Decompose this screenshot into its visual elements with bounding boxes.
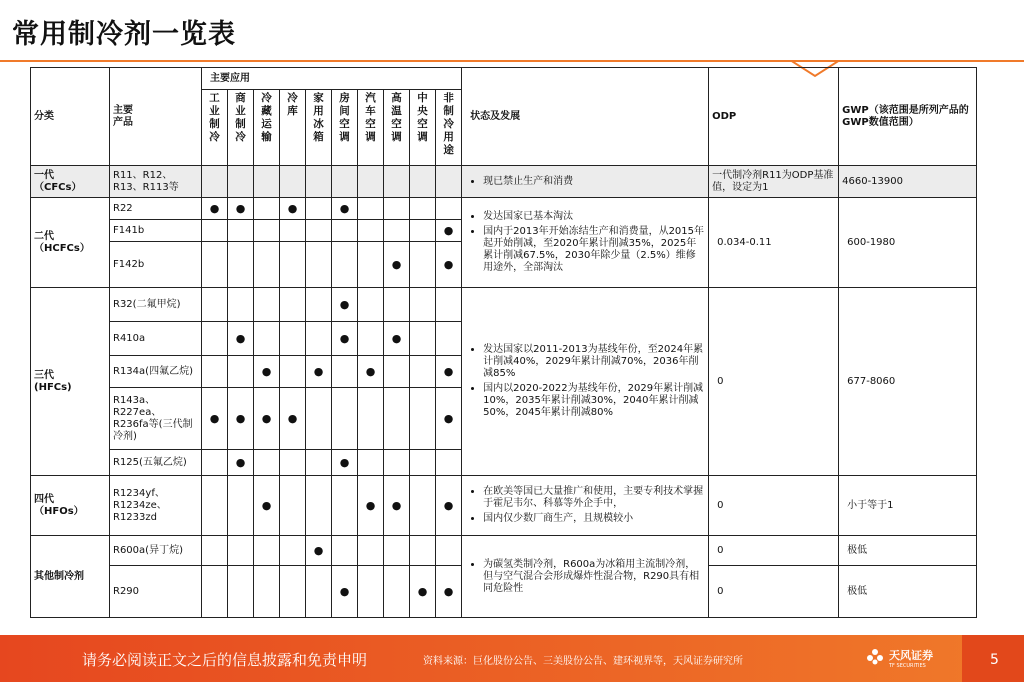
application-dot-cell (436, 198, 462, 220)
product-cell: R11、R12、 R13、R113等 (110, 166, 202, 198)
application-dot-cell (332, 388, 358, 450)
application-dot-cell (306, 220, 332, 242)
status-cell (462, 166, 709, 198)
application-dot-cell (306, 198, 332, 220)
footer-bar (0, 635, 1024, 682)
category-cell: 二代 （HCFCs） (31, 198, 110, 288)
odp-cell: 一代制冷剂R11为ODP基准值，设定为1 (709, 166, 839, 198)
gwp-cell: 极低 (839, 566, 977, 618)
application-dot-cell (410, 198, 436, 220)
disclaimer-text: 请务必阅读正文之后的信息披露和免责申明 (82, 651, 368, 669)
header-app-7 (384, 90, 410, 166)
page-number: 5 (990, 652, 999, 668)
header-app-3 (280, 90, 306, 166)
header-app-char: 冷 (261, 92, 272, 104)
logo-text: 天风证券 (889, 649, 933, 662)
header-app-char: 箱 (313, 131, 324, 143)
application-dot: ● (306, 536, 332, 566)
product-cell: R125(五氟乙烷) (110, 450, 202, 476)
application-dot-cell (410, 450, 436, 476)
application-dot-cell (280, 566, 306, 618)
header-gwp: GWP（该范围是所列产品的GWP数值范围） (839, 68, 977, 166)
application-dot: ● (358, 476, 384, 536)
application-dot-cell (202, 450, 228, 476)
application-dot-cell (358, 288, 384, 322)
header-app-char: 空 (417, 118, 428, 130)
header-app-char: 空 (339, 118, 350, 130)
category-cell: 一代 （CFCs） (31, 166, 110, 198)
header-app-8 (410, 90, 436, 166)
application-dot-cell (306, 242, 332, 288)
application-dot-cell (202, 242, 228, 288)
application-dot-cell (254, 242, 280, 288)
application-dot-cell (384, 356, 410, 388)
application-dot: ● (436, 566, 462, 618)
header-odp: ODP (709, 68, 839, 166)
application-dot-cell (306, 166, 332, 198)
application-dot: ● (332, 566, 358, 618)
category-cell: 其他制冷剂 (31, 536, 110, 618)
product-cell: R32(二氟甲烷) (110, 288, 202, 322)
application-dot-cell (280, 220, 306, 242)
header-app-9 (436, 90, 462, 166)
application-dot: ● (228, 322, 254, 356)
status-list (465, 211, 705, 274)
application-dot-cell (358, 566, 384, 618)
application-dot: ● (254, 356, 280, 388)
header-app-char: 空 (391, 118, 402, 130)
application-dot-cell (228, 166, 254, 198)
application-dot-cell (254, 220, 280, 242)
product-cell: R1234yf、 R1234ze、 R1233zd (110, 476, 202, 536)
application-dot-cell (410, 388, 436, 450)
status-list (465, 176, 705, 188)
product-cell: R134a(四氟乙烷) (110, 356, 202, 388)
header-app-char: 家 (313, 92, 324, 104)
application-dot-cell (410, 356, 436, 388)
application-dot-cell (332, 220, 358, 242)
application-dot-cell (254, 536, 280, 566)
application-dot: ● (306, 356, 332, 388)
status-bullet: • 为碳氢类制冷剂，R600a为冰箱用主流制冷剂，但与空气混合会形成爆炸性混合物，R290具有相同危险性 (483, 559, 705, 595)
application-dot: ● (436, 476, 462, 536)
header-app-6 (358, 90, 384, 166)
header-app-char: 空 (365, 118, 376, 130)
application-dot-cell (410, 220, 436, 242)
application-dot: ● (228, 450, 254, 476)
application-dot-cell (228, 476, 254, 536)
header-app-char: 温 (391, 105, 402, 117)
application-dot-cell (384, 198, 410, 220)
status-bullet: • 现已禁止生产和消费 (483, 176, 705, 188)
application-dot-cell (358, 536, 384, 566)
category-cell: 三代 (HFCs) (31, 288, 110, 476)
header-app-char: 冷 (443, 118, 454, 130)
application-dot-cell (384, 566, 410, 618)
application-dot-cell (436, 288, 462, 322)
application-dot-cell (436, 450, 462, 476)
table-row-g1 (31, 166, 977, 198)
gwp-cell: 600-1980 (839, 198, 977, 288)
product-cell: R600a(异丁烷) (110, 536, 202, 566)
application-dot-cell (228, 536, 254, 566)
application-dot-cell (358, 450, 384, 476)
header-app-char: 工 (209, 92, 220, 104)
header-main-application: 主要应用 (202, 68, 462, 90)
application-dot-cell (358, 388, 384, 450)
status-list (465, 559, 705, 595)
product-cell: F142b (110, 242, 202, 288)
status-bullet: • 国内于2013年开始冻结生产和消费量，从2015年起开始削减，至2020年累计削减35%，2025年累计削减67.5%，2030年除少量（2.5%）维修用途外，全部淘汰 (483, 226, 705, 274)
gwp-cell: 4660-13900 (839, 166, 977, 198)
application-dot-cell (202, 322, 228, 356)
application-dot-cell (254, 166, 280, 198)
header-app-char: 运 (261, 118, 272, 130)
application-dot-cell (280, 242, 306, 288)
application-dot-cell (202, 166, 228, 198)
product-cell: R290 (110, 566, 202, 618)
application-dot-cell (436, 536, 462, 566)
header-app-char: 制 (209, 118, 220, 130)
application-dot: ● (332, 198, 358, 220)
application-dot-cell (410, 288, 436, 322)
application-dot-cell (228, 288, 254, 322)
header-app-char: 冰 (313, 118, 324, 130)
header-products: 主要 产品 (110, 68, 202, 166)
status-bullet: • 发达国家以2011-2013为基线年份，至2024年累计削减40%，2029年累计削减70%，2036年削减85% (483, 344, 705, 380)
application-dot-cell (280, 450, 306, 476)
application-dot-cell (332, 476, 358, 536)
header-status: 状态及发展 (462, 68, 709, 166)
application-dot-cell (280, 476, 306, 536)
status-bullet: • 发达国家已基本淘汰 (483, 211, 705, 223)
application-dot-cell (384, 220, 410, 242)
header-app-4 (306, 90, 332, 166)
application-dot-cell (384, 288, 410, 322)
application-dot-cell (254, 566, 280, 618)
application-dot-cell (358, 220, 384, 242)
application-dot-cell (384, 450, 410, 476)
application-dot-cell (280, 536, 306, 566)
logo-icon (865, 646, 885, 666)
table-row-g5 (31, 536, 977, 566)
application-dot: ● (436, 356, 462, 388)
header-app-char: 输 (261, 131, 272, 143)
header-app-char: 制 (235, 118, 246, 130)
header-app-char: 用 (443, 131, 454, 143)
application-dot: ● (332, 450, 358, 476)
table-row-g4 (31, 476, 977, 536)
status-list (465, 344, 705, 419)
application-dot: ● (202, 198, 228, 220)
header-row (31, 68, 977, 90)
application-dot: ● (384, 322, 410, 356)
application-dot-cell (306, 566, 332, 618)
application-dot-cell (410, 242, 436, 288)
product-cell: R143a、 R227ea、 R236fa等(三代制冷剂) (110, 388, 202, 450)
header-category: 分类 (31, 68, 110, 166)
application-dot-cell (228, 356, 254, 388)
application-dot: ● (280, 388, 306, 450)
header-app-1 (228, 90, 254, 166)
status-bullet: • 国内以2020-2022为基线年份，2029年累计削减10%，2035年累计削减30%，2040年累计削减50%，2045年累计削减80% (483, 383, 705, 419)
header-app-char: 商 (235, 92, 246, 104)
application-dot-cell (280, 166, 306, 198)
product-cell: R22 (110, 198, 202, 220)
application-dot-cell (332, 166, 358, 198)
application-dot: ● (228, 198, 254, 220)
application-dot-cell (202, 536, 228, 566)
category-cell: 四代 （HFOs） (31, 476, 110, 536)
refrigerant-table (30, 67, 977, 618)
application-dot-cell (306, 450, 332, 476)
application-dot-cell (202, 476, 228, 536)
application-dot-cell (228, 242, 254, 288)
header-app-char: 业 (235, 105, 246, 117)
application-dot-cell (254, 322, 280, 356)
application-dot-cell (332, 536, 358, 566)
status-cell (462, 536, 709, 618)
application-dot-cell (280, 288, 306, 322)
header-app-char: 业 (209, 105, 220, 117)
application-dot-cell (384, 536, 410, 566)
application-dot-cell (358, 242, 384, 288)
application-dot-cell (306, 476, 332, 536)
application-dot-cell (384, 166, 410, 198)
header-app-char: 非 (443, 92, 454, 104)
application-dot-cell (202, 288, 228, 322)
gwp-cell: 677-8060 (839, 288, 977, 476)
application-dot-cell (358, 322, 384, 356)
application-dot-cell (254, 288, 280, 322)
header-app-char: 途 (443, 144, 454, 156)
header-app-char: 冷 (235, 131, 246, 143)
company-logo (865, 646, 933, 669)
application-dot-cell (358, 198, 384, 220)
title-divider (0, 60, 1024, 62)
gwp-cell: 极低 (839, 536, 977, 566)
application-dot: ● (228, 388, 254, 450)
header-app-2 (254, 90, 280, 166)
application-dot-cell (228, 566, 254, 618)
logo-subtext: TF SECURITIES (889, 663, 926, 669)
table-row-g2 (31, 198, 977, 220)
odp-cell: 0.034-0.11 (709, 198, 839, 288)
header-app-char: 藏 (261, 105, 272, 117)
application-dot-cell (410, 476, 436, 536)
application-dot: ● (280, 198, 306, 220)
application-dot: ● (254, 388, 280, 450)
header-app-0 (202, 90, 228, 166)
application-dot-cell (306, 322, 332, 356)
odp-cell: 0 (709, 536, 839, 566)
product-cell: R410a (110, 322, 202, 356)
application-dot-cell (436, 166, 462, 198)
application-dot: ● (358, 356, 384, 388)
source-note: 资料来源：巨化股份公告、三美股份公告、建环视界等，天风证券研究所 (423, 656, 743, 667)
header-app-char: 高 (391, 92, 402, 104)
gwp-cell: 小于等于1 (839, 476, 977, 536)
application-dot: ● (436, 388, 462, 450)
application-dot: ● (332, 288, 358, 322)
application-dot-cell (410, 166, 436, 198)
application-dot: ● (384, 476, 410, 536)
header-app-char: 调 (417, 131, 428, 143)
application-dot-cell (384, 388, 410, 450)
page-title: 常用制冷剂一览表 (12, 19, 236, 50)
application-dot: ● (332, 322, 358, 356)
header-app-char: 中 (417, 92, 428, 104)
application-dot-cell (202, 356, 228, 388)
refrigerant-table-container (30, 67, 976, 618)
application-dot-cell (254, 450, 280, 476)
header-app-char: 调 (365, 131, 376, 143)
header-app-char: 冷 (209, 131, 220, 143)
header-app-char: 库 (287, 105, 298, 117)
header-app-char: 冷 (287, 92, 298, 104)
application-dot: ● (410, 566, 436, 618)
application-dot-cell (436, 322, 462, 356)
application-dot: ● (202, 388, 228, 450)
header-app-char: 汽 (365, 92, 376, 104)
application-dot-cell (202, 566, 228, 618)
application-dot: ● (436, 220, 462, 242)
table-row-g3 (31, 288, 977, 322)
application-dot-cell (202, 220, 228, 242)
header-app-char: 房 (339, 92, 350, 104)
application-dot: ● (384, 242, 410, 288)
application-dot-cell (254, 198, 280, 220)
status-cell (462, 198, 709, 288)
application-dot-cell (280, 322, 306, 356)
status-list (465, 486, 705, 525)
odp-cell: 0 (709, 288, 839, 476)
header-app-char: 车 (365, 105, 376, 117)
application-dot-cell (306, 388, 332, 450)
header-app-char: 调 (391, 131, 402, 143)
status-bullet: • 在欧美等国已大量推广和使用，主要专利技术掌握于霍尼韦尔、科慕等外企手中， (483, 486, 705, 510)
application-dot-cell (410, 536, 436, 566)
odp-cell: 0 (709, 476, 839, 536)
application-dot: ● (436, 242, 462, 288)
application-dot-cell (306, 288, 332, 322)
application-dot: ● (254, 476, 280, 536)
status-bullet: • 国内仅少数厂商生产，且规模较小 (483, 513, 705, 525)
odp-cell: 0 (709, 566, 839, 618)
header-app-char: 央 (417, 105, 428, 117)
status-cell (462, 476, 709, 536)
product-cell: F141b (110, 220, 202, 242)
application-dot-cell (228, 220, 254, 242)
header-app-char: 制 (443, 105, 454, 117)
header-app-char: 调 (339, 131, 350, 143)
status-cell (462, 288, 709, 476)
header-app-char: 用 (313, 105, 324, 117)
header-app-5 (332, 90, 358, 166)
application-dot-cell (332, 356, 358, 388)
application-dot-cell (332, 242, 358, 288)
application-dot-cell (358, 166, 384, 198)
header-app-char: 间 (339, 105, 350, 117)
application-dot-cell (410, 322, 436, 356)
application-dot-cell (280, 356, 306, 388)
